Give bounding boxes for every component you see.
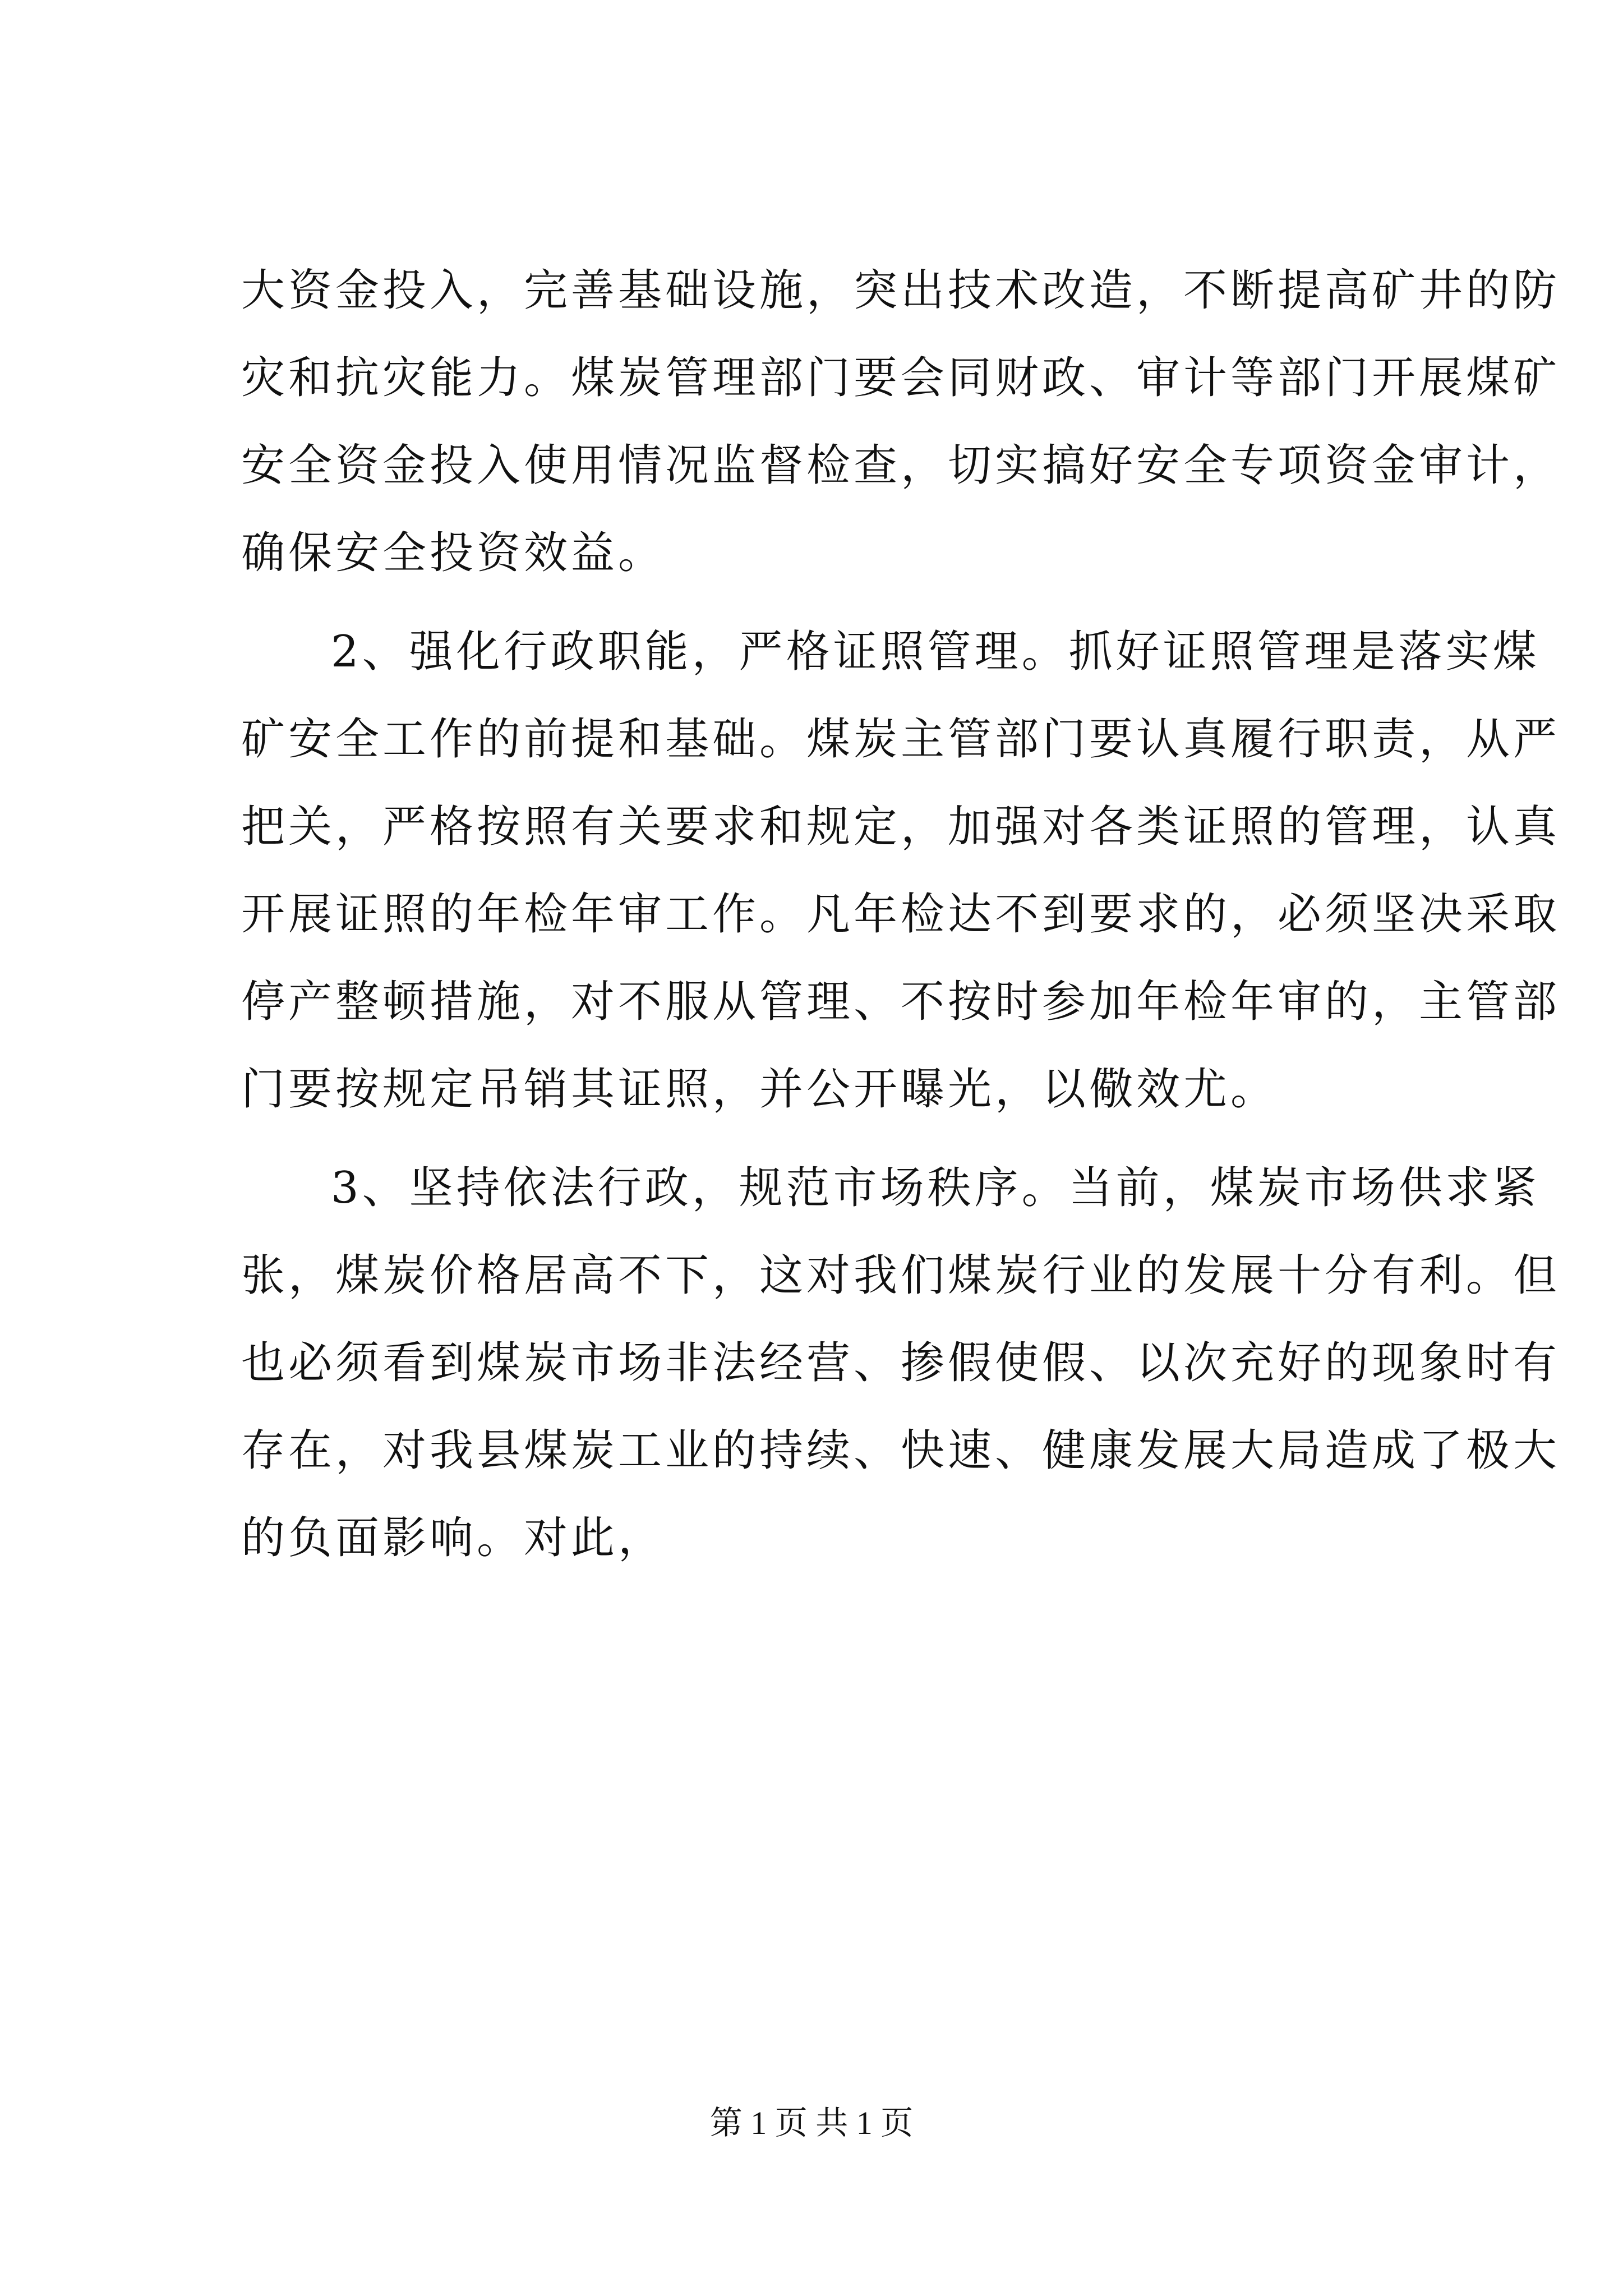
text-line: 的负面影响。对此， [241,1513,666,1563]
text-line: 3、坚持依法行政，规范市场秩序。当前，煤炭市场供求紧 [331,1163,1540,1213]
text-line: 门要按规定吊销其证照，并公开曝光，以儆效尤。 [241,1064,1278,1115]
text-line: 把关，严格按照有关要求和规定，加强对各类证照的管理，认真 [241,802,1561,852]
text-line: 存在，对我县煤炭工业的持续、快速、健康发展大局造成了极大 [241,1425,1561,1476]
text-line: 大资金投入，完善基础设施，突出技术改造，不断提高矿井的防 [241,265,1561,316]
text-line: 也必须看到煤炭市场非法经营、掺假使假、以次充好的现象时有 [241,1338,1561,1388]
text-line: 2、强化行政职能，严格证照管理。抓好证照管理是落实煤 [331,627,1540,677]
text-line: 确保安全投资效益。 [241,528,666,578]
text-line: 灾和抗灾能力。煤炭管理部门要会同财政、审计等部门开展煤矿 [241,353,1561,403]
document-body [241,247,1561,1582]
page-footer: 第 1 页 共 1 页 [709,2105,914,2141]
paragraph-1 [241,247,1561,597]
paragraph-gap [241,1133,1408,1144]
paragraph-2 [241,608,1561,1133]
text-line: 停产整顿措施，对不服从管理、不按时参加年检年审的，主管部 [241,977,1561,1027]
paragraph-gap [241,597,1408,608]
text-line: 张，煤炭价格居高不下，这对我们煤炭行业的发展十分有利。但 [241,1250,1561,1301]
text-line: 开展证照的年检年审工作。凡年检达不到要求的，必须坚决采取 [241,889,1561,940]
paragraph-3 [241,1144,1561,1582]
text-line: 安全资金投入使用情况监督检查，切实搞好安全专项资金审计， [241,440,1561,491]
text-line: 矿安全工作的前提和基础。煤炭主管部门要认真履行职责，从严 [241,714,1561,765]
